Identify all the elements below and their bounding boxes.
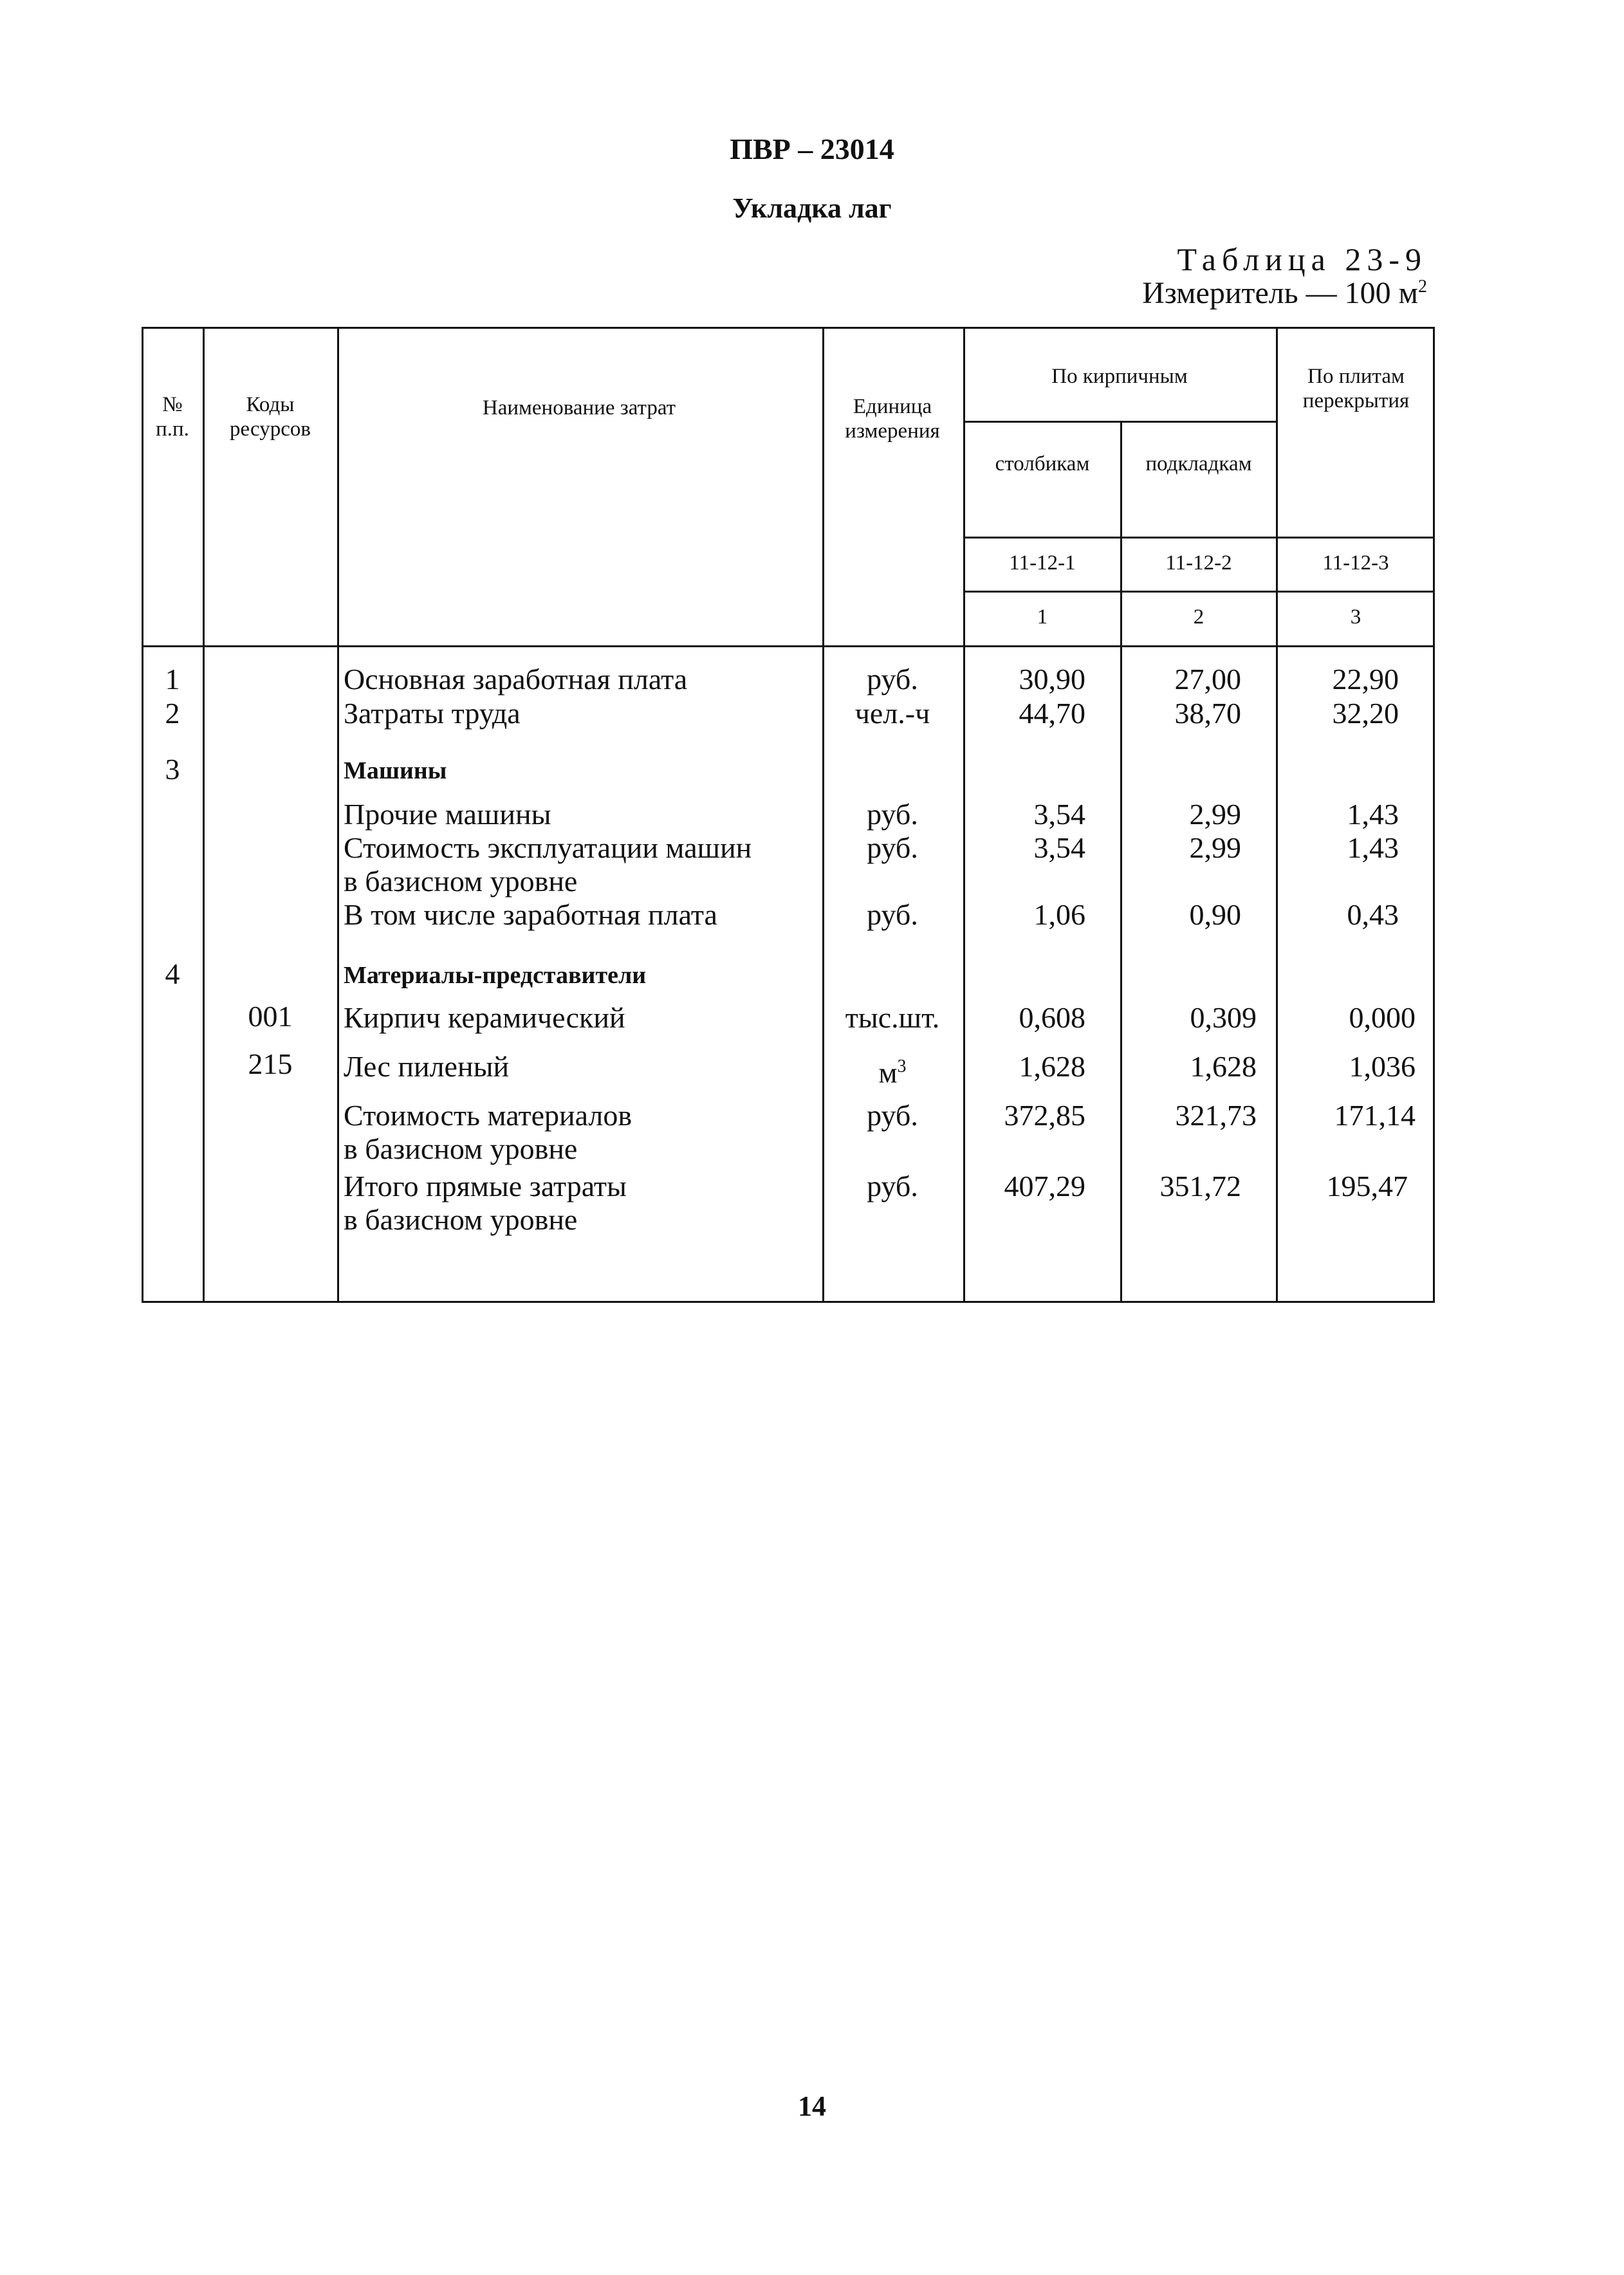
row-2-v1: 44,70 xyxy=(1019,697,1085,730)
header-unit: Единица измерения xyxy=(845,395,940,443)
col-divider-1 xyxy=(203,327,205,1303)
row-6-v2: 0,90 xyxy=(1189,898,1241,931)
row-10-name: Стоимость материалов xyxy=(344,1099,632,1132)
row-5-v1: 3,54 xyxy=(1033,831,1085,864)
row-9-unit-sup: 3 xyxy=(897,1056,907,1076)
row-11-name: Итого прямые затраты xyxy=(344,1170,627,1202)
header-code-1: 11-12-1 xyxy=(1009,551,1076,575)
header-slabs: По плитам перекрытия xyxy=(1302,365,1410,412)
row-1-v2: 27,00 xyxy=(1174,663,1241,695)
row-9-code: 215 xyxy=(248,1047,293,1080)
row-8-code: 001 xyxy=(248,1000,293,1033)
header-code-2: 11-12-2 xyxy=(1165,551,1232,575)
header-bottom-border xyxy=(142,645,1435,647)
col-divider-2 xyxy=(337,327,339,1303)
row-10-unit: руб. xyxy=(867,1099,918,1132)
row-7-num: 4 xyxy=(165,957,180,990)
row-11-unit: руб. xyxy=(867,1170,918,1202)
table-unit-sup: 2 xyxy=(1418,277,1427,297)
document-title: Укладка лаг xyxy=(732,192,892,224)
row-8-v2: 0,309 xyxy=(1190,1001,1257,1034)
row-8-unit: тыс.шт. xyxy=(845,1001,940,1034)
header-codes: Коды ресурсов xyxy=(230,393,311,441)
row-5-v2: 2,99 xyxy=(1189,831,1241,864)
row-10-name-line2: в базисном уровне xyxy=(344,1132,578,1165)
section-machines: Машины xyxy=(344,757,447,784)
table-right-border xyxy=(1433,327,1435,1303)
row-11-v3: 195,47 xyxy=(1326,1170,1408,1202)
row-1-unit: руб. xyxy=(867,663,918,695)
row-5-v3: 1,43 xyxy=(1347,831,1399,864)
header-rule-indices xyxy=(963,591,1435,593)
row-11-v1: 407,29 xyxy=(1004,1170,1085,1202)
row-6-v1: 1,06 xyxy=(1033,898,1085,931)
row-10-v3: 171,14 xyxy=(1334,1099,1416,1132)
row-1-name: Основная заработная плата xyxy=(344,663,688,695)
row-6-name: В том числе заработная плата xyxy=(344,898,717,931)
row-10-v2: 321,73 xyxy=(1175,1099,1257,1132)
row-6-unit: руб. xyxy=(867,898,918,931)
row-8-v1: 0,608 xyxy=(1019,1001,1085,1034)
col-divider-5 xyxy=(1120,421,1122,1303)
table-unit xyxy=(1142,275,1427,311)
header-posts: столбикам xyxy=(995,452,1090,475)
header-idx-1: 1 xyxy=(1037,605,1048,629)
table-unit-text: Измеритель — 100 м xyxy=(1142,276,1418,310)
header-brick-group: По кирпичным xyxy=(1051,365,1188,388)
table-bottom-border xyxy=(142,1301,1435,1303)
row-9-v1: 1,628 xyxy=(1019,1050,1085,1083)
row-4-v3: 1,43 xyxy=(1347,798,1399,831)
header-num: № п.п. xyxy=(156,393,189,441)
row-5-name-line2: в базисном уровне xyxy=(344,865,578,898)
col-divider-3 xyxy=(822,327,824,1303)
header-pads: подкладкам xyxy=(1145,452,1252,475)
header-rule-brick xyxy=(963,421,1276,423)
row-6-v3: 0,43 xyxy=(1347,898,1399,931)
table-left-border xyxy=(142,327,143,1303)
row-9-v2: 1,628 xyxy=(1190,1050,1257,1083)
header-name: Наименование затрат xyxy=(482,396,676,419)
row-4-unit: руб. xyxy=(867,798,918,831)
header-idx-2: 2 xyxy=(1193,605,1204,629)
row-2-v3: 32,20 xyxy=(1332,697,1399,730)
header-rule-codes xyxy=(963,537,1435,539)
row-2-num: 2 xyxy=(165,697,180,730)
row-10-v1: 372,85 xyxy=(1004,1099,1085,1132)
col-divider-4 xyxy=(963,327,965,1303)
row-4-v2: 2,99 xyxy=(1189,798,1241,831)
row-4-v1: 3,54 xyxy=(1033,798,1085,831)
row-9-name: Лес пиленый xyxy=(344,1050,510,1083)
row-1-num: 1 xyxy=(165,663,180,695)
row-9-unit xyxy=(826,1050,959,1089)
row-3-num: 3 xyxy=(165,753,180,786)
header-code-3: 11-12-3 xyxy=(1322,551,1389,575)
table-top-border xyxy=(142,327,1435,329)
row-11-name-line2: в базисном уровне xyxy=(344,1203,578,1236)
row-2-unit: чел.-ч xyxy=(854,697,930,730)
row-5-name: Стоимость эксплуатации машин xyxy=(344,831,752,864)
section-materials: Материалы-представители xyxy=(344,962,647,989)
header-idx-3: 3 xyxy=(1350,605,1361,629)
row-5-unit: руб. xyxy=(867,831,918,864)
row-2-name: Затраты труда xyxy=(344,697,521,730)
row-1-v1: 30,90 xyxy=(1019,663,1085,695)
row-1-v3: 22,90 xyxy=(1332,663,1399,695)
row-9-v3: 1,036 xyxy=(1349,1050,1416,1083)
row-8-name: Кирпич керамический xyxy=(344,1001,625,1034)
row-9-unit-text: м xyxy=(878,1056,898,1089)
row-4-name: Прочие машины xyxy=(344,798,551,831)
page-number: 14 xyxy=(798,2090,826,2122)
document-code: ПВР – 23014 xyxy=(730,133,894,165)
row-11-v2: 351,72 xyxy=(1159,1170,1241,1202)
table-label: Таблица 23-9 xyxy=(1177,241,1427,277)
row-8-v3: 0,000 xyxy=(1349,1001,1416,1034)
col-divider-6 xyxy=(1276,327,1278,1303)
row-2-v2: 38,70 xyxy=(1174,697,1241,730)
